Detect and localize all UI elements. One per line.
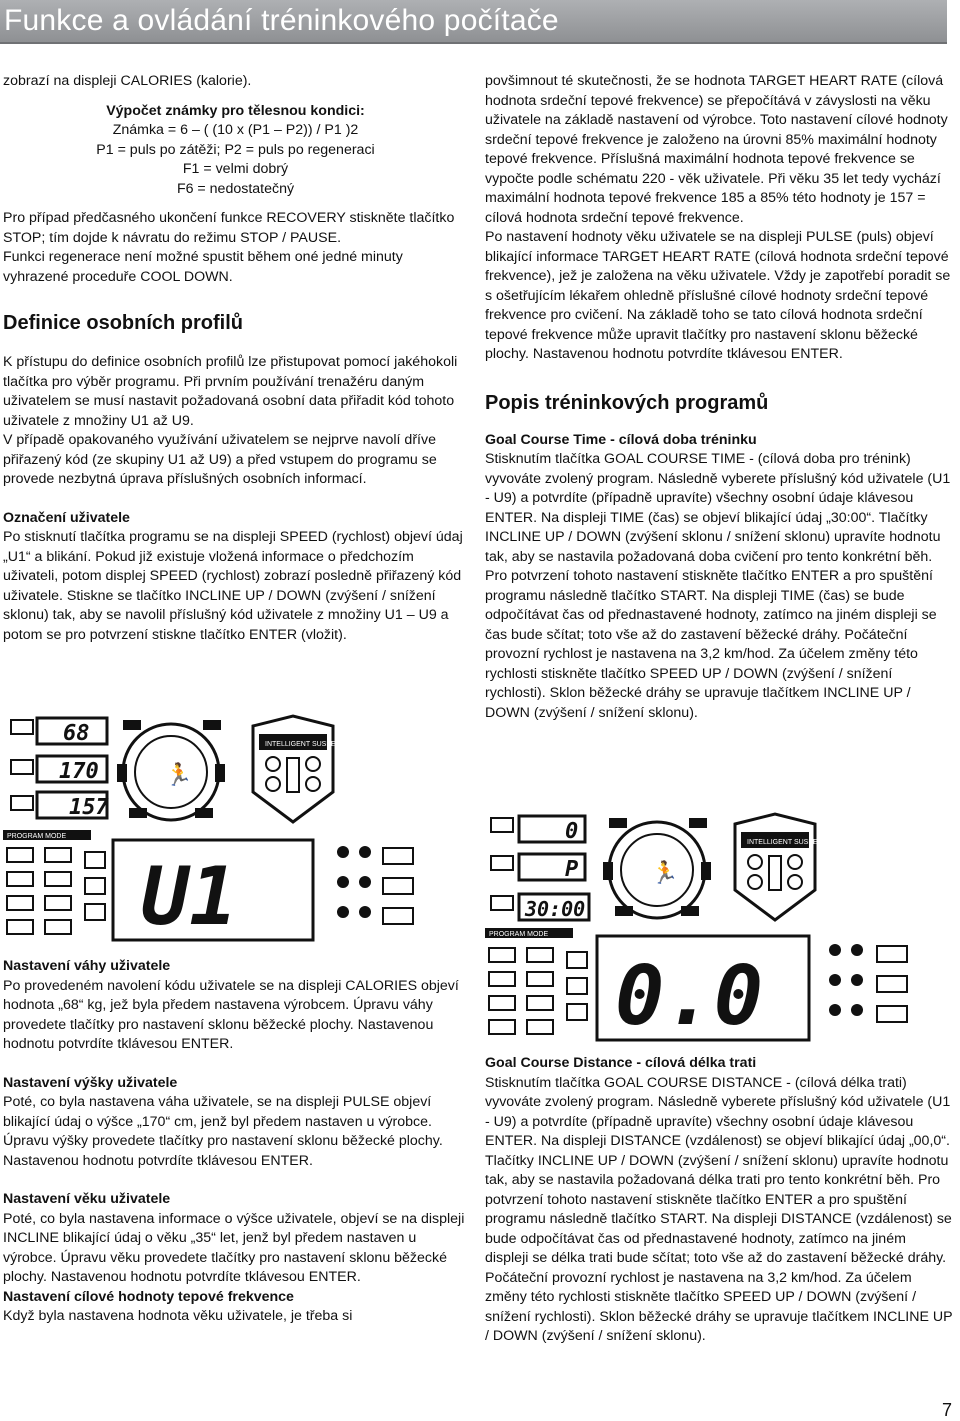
shield-icon [735, 814, 815, 920]
header-bar [0, 0, 947, 44]
program-mode-label: PROGRAM MODE [7, 833, 67, 840]
lcd-pulse-value: 170 [59, 759, 99, 784]
badge-text: INTELLIGENT SUSPENSION SYSTEM [747, 839, 871, 846]
profiles-paragraph: K přístupu do definice osobních profilů lze přistupovat pomocí jakéhokoli tlačítka pro výběr programu. Při prvním používání trenažéru daným uživatelem se musí nastavit požadovaná osobní data přiřadit kód tohoto uživatele z množiny U1 až U9. [3, 354, 458, 429]
subheading-goal-time: Goal Course Time - cílová doba tréninku [485, 431, 757, 448]
formula-title: Výpočet známky pro tělesnou kondici: [106, 102, 365, 119]
right-column [485, 72, 953, 723]
indicator-box [11, 720, 33, 734]
section-heading-programs: Popis tréninkových programů [485, 391, 769, 414]
indicator-box [11, 760, 33, 774]
subheading-user: Označení uživatele [3, 509, 130, 526]
goal-distance-paragraph: Stisknutím tlačítka GOAL COURSE DISTANCE - (cílová délka trati) vyvováte zvolený program. Následně vyberete příslušný kód uživatele (U1 - U9) a potvrdíte (případně upravíte) všechny osobní údaje klávesou ENTER. Na displeji DISTANCE (vzdálenost) se objeví blikající údaj „00,0“. Tlačítky INCLINE UP / DOWN (zvýšení / snížení sklonu) upravíte hodnotu tak, aby se nastavila požadovaná délka trati pro tento konkrétní běh. Pro potvrzení tohoto nastavení stiskněte tlačítko ENTER a pro spuštění programu následně tlačítko START. Na displeji DISTANCE (vzdálenost) se bude odpočítávat čas od přednastavené hodnoty, zatímco na jiném displeji se délka trati bude sčítat; toto vše až do zastavení běžecké dráhy. Počáteční provozní rychlost je nastavena na 3,2 km/hod. Za účelem změny této rychlosti stiskněte tlačítko SPEED UP / DOWN (zvýšení / snížení rychlosti). Sklon běžecké dráhy se upravuje tlačítkem INCLINE UP / DOWN (zvýšení / snížení sklonu). [485, 1074, 953, 1344]
lcd-2-value: P [565, 857, 579, 882]
console-panel-illustration-1 [3, 712, 473, 944]
console-panel-2-svg [485, 808, 953, 1044]
height-paragraph: Poté, co byla nastavena váha uživatele, se na displeji PULSE objeví blikající údaj o výšce „170“ cm, jenž byl předem nastaven u výrobce. Úpravu výšky provedete tlačítky pro nastavení sklonu běžecké plochy. Nastavenou hodnotu potvrdíte tklávesou ENTER. [3, 1094, 443, 1169]
main-lcd-value: U1 [141, 850, 238, 943]
weight-paragraph: Po provedeném navolení kódu uživatele se na displeji CALORIES objeví hodnota „68“ kg, jež byla předem nastavena výrobcem. Úpravu váhy provedete tlačítky pro nastavení sklonu běžecké plochy. Nastavenou hodnotu potvrdíte tklávesou ENTER. [3, 977, 459, 1052]
console-panel-illustration-2 [485, 808, 953, 1044]
intro-paragraph: zobrazí na displeji CALORIES (kalorie). [3, 73, 252, 89]
runner-icon: 🏃 [165, 762, 193, 787]
indicator-box [11, 796, 33, 810]
subheading-goal-distance: Goal Course Distance - cílová délka trati [485, 1055, 757, 1071]
console-panel-1-svg [3, 712, 473, 944]
badge-text: INTELLIGENT SUSPENSION SYSTEM [265, 741, 389, 748]
runner-icon: 🏃 [651, 860, 679, 885]
shield-icon [253, 716, 333, 822]
goal-time-paragraph: Stisknutím tlačítka GOAL COURSE TIME - (cílová doba pro trénink) vyvováte zvolený program. Následně vyberete příslušný kód uživatele (U1 - U9) a potvrdíte (případně upravíte) všechny osobní údaje klávesou ENTER. Na displeji TIME (čas) se objeví blikající údaj „30:00“. Tlačítky INCLINE UP / DOWN (zvýšení sklonu / snížení sklonu) upravíte hodnotu tak, aby se nastavila požadovaná doba cvičení pro tento konkrétní běh. Pro potvrzení tohoto nastavení stiskněte tlačítko ENTER a pro spuštění programu následně tlačítko START. Na displeji TIME (čas) se bude odpočítávat čas od přednastavené hodnoty, zatímco na jiném displeji se čas bude sčítat; toto vše až do zastavení běžecké dráhy. Počáteční provozní rychlost je nastavena na 3,2 km/hod. Za účelem změny této rychlosti stiskněte tlačítko SPEED UP / DOWN (zvýšení / snížení rychlosti). Sklon běžecké dráhy se upravuje tlačítkem INCLINE UP / DOWN (zvýšení / snížení sklonu). [485, 451, 951, 721]
subheading-height: Nastavení výšky uživatele [3, 1074, 178, 1091]
lcd-calories-value: 68 [63, 721, 90, 746]
left-column [3, 72, 468, 645]
formula-line: P1 = puls po zátěži; P2 = puls po regeneraci [96, 141, 375, 158]
page-title: Funkce a ovládání tréninkového počítače [4, 4, 559, 37]
bottom-left-column [3, 957, 468, 1327]
subheading-target: Nastavení cílové hodnoty tepové frekvence [3, 1288, 294, 1305]
page-number: 7 [941, 1400, 952, 1420]
program-mode-label: PROGRAM MODE [489, 931, 549, 938]
lcd-time-value: 30:00 [525, 897, 586, 921]
target-paragraph: povšimnout té skutečnosti, že se hodnota TARGET HEART RATE (cílová hodnota srdeční tepové frekvence) se přepočítává v závyslosti na věku uživatele na základě nastavení od výrobce. Toto nastavení cílové hodnoty srdeční tepové frekvence je založeno na úrovni 85% maximální hodnoty tepové frekvence. Příslušná maximální hodnota tepové frekvence se vypočte podle schématu 220 - věk uživatele. Při věku 35 let tedy vychází maximální hodnota tepové frekvence 185 a 85% této hodnoty je 157 = cílová hodnota srdeční tepové frekvence. [485, 73, 948, 226]
bottom-right-column [485, 1054, 953, 1347]
lcd-1-value: 0 [565, 819, 579, 844]
subheading-age: Nastavení věku uživatele [3, 1191, 171, 1207]
lcd-incline-value: 157 [69, 795, 109, 820]
formula-line: Známka = 6 – ( (10 x (P1 – P2)) / P1 )2 [112, 122, 359, 138]
recovery-paragraph: Pro případ předčasného ukončení funkce RECOVERY stiskněte tlačítko STOP; tím dojde k návratu do režimu STOP / PAUSE. [3, 210, 455, 246]
formula-line: F6 = nedostatečný [176, 180, 295, 197]
profiles-paragraph-2: V případě opakovaného využívání uživatelem se nejprve navolí dříve přiřazený kód (ze skupiny U1 až U9) a před vstupem do programu se provede nezbytná úprava příslušných osobních informací. [3, 432, 437, 487]
target-intro-paragraph: Když byla nastavena hodnota věku uživatele, je třeba si [3, 1308, 353, 1324]
formula-line: F1 = velmi dobrý [182, 161, 289, 177]
subheading-weight: Nastavení váhy uživatele [3, 958, 171, 974]
section-heading-profiles: Definice osobních profilů [3, 312, 244, 334]
user-paragraph: Po stisknutí tlačítka programu se na displeji SPEED (rychlost) objeví údaj „U1“ a blikání. Pokud již existuje vložená informace o předchozím uživateli, potom displej SPEED (rychlost) zobrazí posledně přiřazený kód uživatele. Stiskne se tlačítko INCLINE UP / DOWN (zvýšení / snížení sklonu) tak, aby se navolil příslušný kód uživatele z množiny U1 – U9 a potom se pro potvrzení stiskne tlačítko ENTER (vložit). [3, 529, 463, 643]
main-lcd-value: 0.0 [615, 949, 764, 1044]
recovery-paragraph-2: Funkci regenerace není možné spustit během oné jedné minuty vyhrazené proceduře COOL DOWN. [3, 249, 403, 285]
target-paragraph-2: Po nastavení hodnoty věku uživatele se na displeji PULSE (puls) objeví blikající informace TARGET HEART RATE (cílová hodnota srdeční tepové frekvence), jež je založena na věku uživatele. Vždy je zapotřebí poradit se s ošetřujícím lékařem ohledně příslušné cílové hodnoty srdeční tepové frekvence pro cvičení. Na základě toho se tato cílová hodnota srdeční tepové frekvence může upravit tlačítky pro nastavení sklonu běžecké plochy. Nastavenou hodnotu potvrdíte tklávesou ENTER. [485, 229, 951, 362]
age-paragraph: Poté, co byla nastavena informace o výšce uživatele, objeví se na displeji INCLINE blikající údaj o věku „35“ let, jenž byl předem nastaven u výrobce. Úpravu věku provedete tlačítky pro nastavení sklonu běžecké plochy. Nastavenou hodnotu potvrdíte tklávesou ENTER. [3, 1210, 465, 1285]
